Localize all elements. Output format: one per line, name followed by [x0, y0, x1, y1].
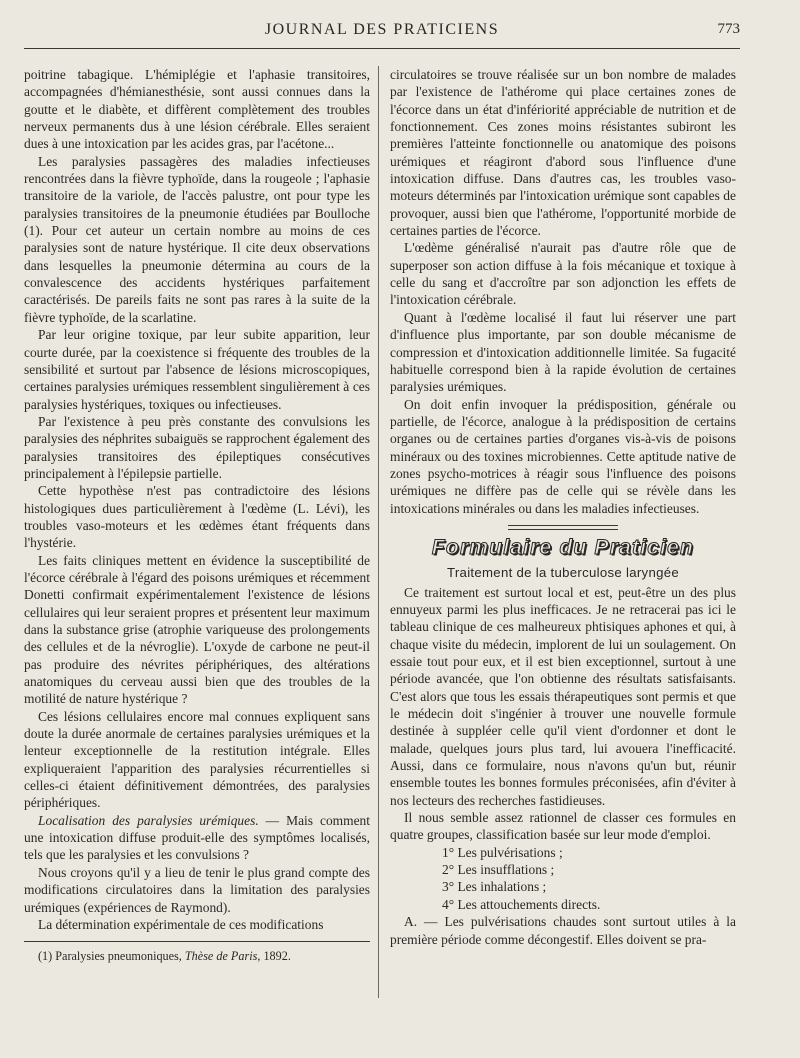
paragraph: L'œdème généralisé n'aurait pas d'autre rôle que de superposer son action diffuse à la fois mécanique et toxique à celle du sang et d'accroître par son adjonction les effets de l'intoxication cérébrale.: [390, 240, 736, 308]
treatment-list: [390, 844, 736, 913]
journal-title: JOURNAL DES PRATICIENS: [264, 21, 500, 38]
footnote-rule: [24, 941, 370, 942]
paragraph: La détermination expérimentale de ces modifications: [38, 916, 324, 932]
footnote-prefix: (1) Paralysies pneumoniques,: [38, 949, 185, 964]
list-item: 4° Les attouchements directs.: [442, 896, 601, 912]
footnote: [24, 948, 370, 964]
paragraph: Nous croyons qu'il y a lieu de tenir le plus grand compte des modifications circulatoires dans la limitation des paralysies urémiques (expériences de Raymond).: [24, 864, 370, 915]
page-number: 773: [717, 21, 740, 37]
paragraph: poitrine tabagique. L'hémiplégie et l'aphasie transitoires, accompagnées d'hémianesthésie, sont aussi connues dans la goutte et le diabète, et diffèrent complètement des troubles nerveux permanents dus à une lésion cérébrale. Elles seraient dues à une intoxication par les acides gras, par l'acétone...: [24, 67, 370, 152]
header-rule: [24, 48, 740, 49]
footnote-title: Thèse de Paris: [184, 949, 258, 964]
footnote-suffix: , 1892.: [257, 949, 291, 964]
left-column: [24, 66, 370, 964]
paragraph: On doit enfin invoquer la prédisposition, générale ou partielle, de l'écorce, analogue à la prédisposition de certains organes ou de certaines parties d'organes vis-à-vis de poisons minéraux ou des toxines microbiennes. Cette aptitude native de zones psycho-motrices à réagir sous l'influence des poisons urémiques ne diffère pas de celle qui se révèle dans les intoxications minérales ou dans les maladies infectieuses.: [390, 396, 736, 516]
section-heading: Formulaire du Praticien: [431, 535, 695, 559]
localisation-text: — Mais comment une intoxication diffuse produit-elle des symptômes localisés, tels que les paralysies et les convulsions ?: [24, 812, 370, 863]
list-item: 2° Les insufflations ;: [442, 862, 555, 878]
paragraph: Ce traitement est surtout local et est, peut-être un des plus ennuyeux parmi les plus inefficaces. Je ne retracerai pas ici le tableau clinique de ces malheureux phtisiques aphones et qui, à chaque visite du médecin, implorent de lui un soulagement. On essaie tout pour eux, et il est bien exceptionnel, surtout à une période avancée, que l'on obtienne des résultats satisfaisants. C'est alors que tous les essais thérapeutiques sont permis et que le médecin doit s'ingénier à trouver une nouvelle formule destinée à suppléer celle qu'il vient d'ordonner et dont le malade, quelques jours plus tard, lui avouera l'inefficacité. Aussi, dans ce formulaire, nous n'avons qu'un but, réunir ensemble toutes les bonnes formules préconisées, afin d'éviter à nos lecteurs des recherches fastidieuses.: [390, 584, 736, 808]
list-item: 1° Les pulvérisations ;: [442, 844, 563, 860]
article-subheading: Traitement de la tuberculose laryngée: [447, 565, 679, 581]
list-item: 3° Les inhalations ;: [442, 879, 547, 895]
page-header: [24, 18, 740, 44]
paragraph: Il nous semble assez rationnel de classer ces formules en quatre groupes, classification basée sur leur mode d'emploi.: [390, 810, 736, 843]
localisation-title: Localisation des paralysies urémiques.: [38, 812, 259, 828]
paragraph: Par l'existence à peu près constante des convulsions les paralysies des néphrites subaiguës se rapprochent également des paralysies transitoires des épileptiques consécutives principalement à l'épilepsie partielle.: [24, 413, 370, 481]
paragraph: Ces lésions cellulaires encore mal connues expliquent sans doute la durée anormale de certaines paralysies urémiques et la lenteur exceptionnelle de la restitution intégrale. Elles expliqueraient l'apparition des paralysies récurrentielles si celles-ci étaient définitivement démontrées, des paralysies périphériques.: [24, 708, 370, 811]
paragraph: A. — Les pulvérisations chaudes sont surtout utiles à la première période comme décongestif. Elles doivent se pra-: [390, 914, 736, 947]
paragraph: Quant à l'œdème localisé il faut lui réserver une part d'influence plus importante, par son double mécanisme de compression et d'intoxication additionnelle limitée. Sa fugacité habituelle correspond bien à la rapide évolution de certaines paralysies urémiques.: [390, 309, 736, 395]
right-column: [390, 66, 736, 948]
paragraph: circulatoires se trouve réalisée sur un bon nombre de malades par l'existence de l'athérome qui place certaines zones de l'écorce dans un état d'infériorité appréciable de nutrition et de fonctionnement. Ces zones moins résistantes subiront les premières l'atteinte fonctionnelle ou anatomique des poisons urémiques et réagiront d'abord sous l'influence d'une intoxication diffuse. Dans d'autres cas, les troubles vaso-moteurs déterminés par l'intoxication urémique sont capables de provoquer, aussi bien que l'athérome, l'opportunité morbide de certaines parties de l'écorce.: [390, 67, 736, 239]
paragraph: Les faits cliniques mettent en évidence la susceptibilité de l'écorce cérébrale à l'égard des poisons urémiques et récemment Donetti confirmait expérimentalement l'existence de lésions cellulaires qui leur seraient propres et présentent leur maximum dans la substance grise (atrophie variqueuse des prolongements des cellules et de la névroglie). L'oxyde de carbone ne peut-il pas produire des névrites périphériques, des altérations anatomiques du cerveau aussi bien que des troubles de la motilité de nature hystérique ?: [24, 552, 370, 707]
paragraph: Par leur origine toxique, par leur subite apparition, leur courte durée, par la coexistence si fréquente des troubles de la sensibilité et surtout par l'absence de lésions microscopiques, certaines paralysies urémiques ressemblent singulièrement à ces paralysies hystériques, toxiques ou infectieuses.: [24, 327, 370, 412]
paragraph: Cette hypothèse n'est pas contradictoire des lésions histologiques dues particulièrement à l'œdème (L. Lévi), les troubles vaso-moteurs et les œdèmes étant fréquents dans l'hystérie.: [24, 483, 370, 551]
localisation-paragraph: [24, 812, 370, 864]
section-divider: [508, 525, 618, 531]
paragraph: Les paralysies passagères des maladies infectieuses rencontrées dans la fièvre typhoïde, dans la rougeole ; l'aphasie transitoire de la variole, de l'accès palustre, ont pour type les paralysies transitoires de la pneumonie étudiées par Boulloche (1). Pour cet auteur un certain nombre au moins de ces paralysies sont de nature hystérique. Il cite deux observations dans lesquelles la pneumonie détermina au cours de la convalescence des accidents hystériques parfaitement caractérisés. De pareils faits ne sont pas rares à la suite de la fièvre typhoïde, de la scarlatine.: [24, 153, 370, 325]
column-separator: [378, 66, 379, 998]
